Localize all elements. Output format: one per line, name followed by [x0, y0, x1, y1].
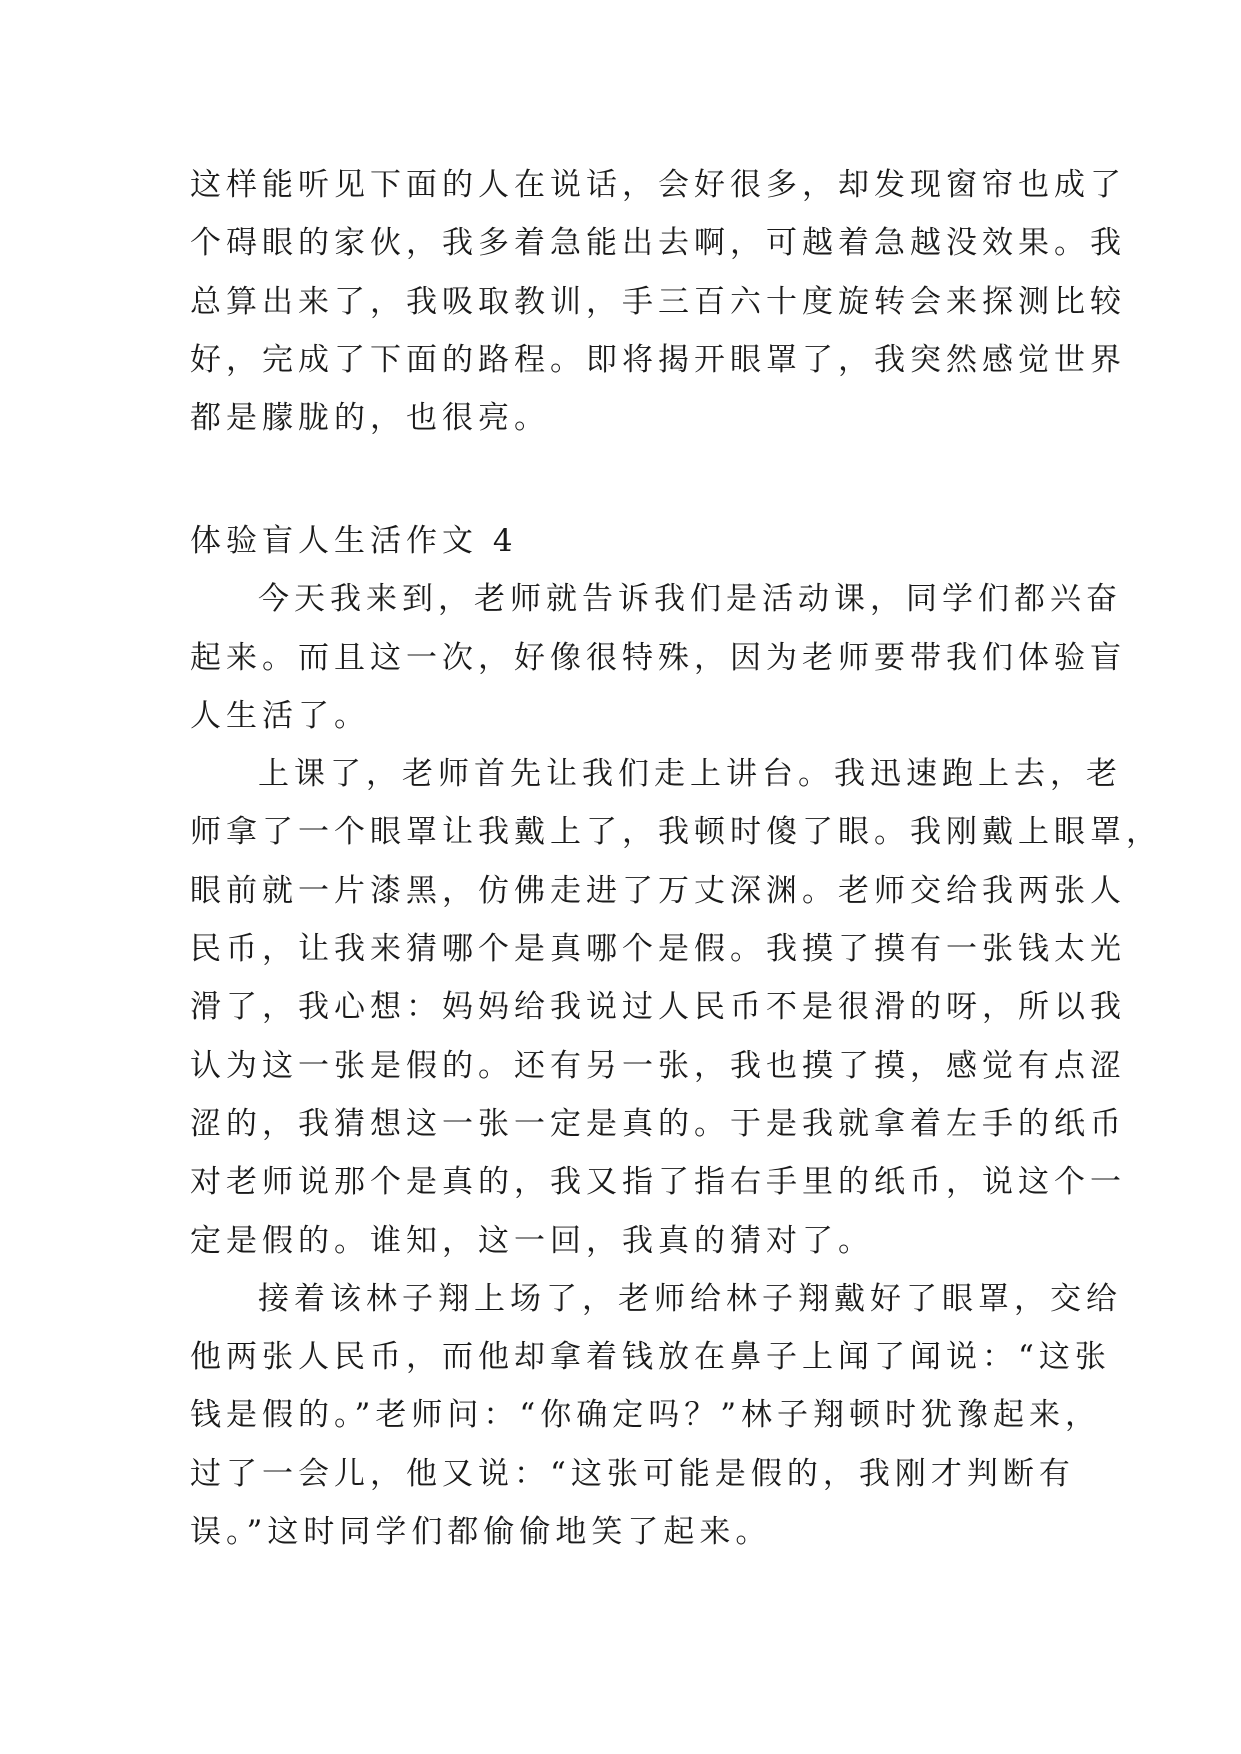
text-line: 接着该林子翔上场了，老师给林子翔戴好了眼罩，交给	[258, 1280, 1122, 1317]
text-line: 今天我来到，老师就告诉我们是活动课，同学们都兴奋	[258, 581, 1122, 618]
text-line: 都是朦胧的，也很亮。	[190, 400, 550, 437]
paragraph-3	[190, 1270, 1122, 1561]
text-line: 这样能听见下面的人在说话，会好很多，却发现窗帘也成了	[190, 167, 1126, 203]
text-line: 师拿了一个眼罩让我戴上了，我顿时傻了眼。我刚戴上眼罩，	[190, 814, 1162, 851]
essay-section	[190, 512, 1162, 1561]
text-line: 滑了，我心想：妈妈给我说过人民币不是很滑的呀，所以我	[190, 989, 1126, 1026]
text-line: 好，完成了下面的路程。即将揭开眼罩了，我突然感觉世界	[190, 341, 1126, 378]
text-line: 总算出来了，我吸取教训，手三百六十度旋转会来探测比较	[190, 283, 1126, 320]
paragraph-2	[190, 745, 1162, 1270]
text-line: 眼前就一片漆黑，仿佛走进了万丈深渊。老师交给我两张人	[190, 872, 1126, 909]
section-title: 体验盲人生活作文 4	[190, 523, 518, 559]
text-line: 人生活了。	[190, 697, 370, 734]
text-line: 定是假的。谁知，这一回，我真的猜对了。	[190, 1222, 874, 1259]
text-line: 误。”这时同学们都偷偷地笑了起来。	[190, 1514, 772, 1551]
text-line: 对老师说那个是真的，我又指了指右手里的纸币，说这个一	[190, 1164, 1126, 1201]
text-line: 民币，让我来猜哪个是真哪个是假。我摸了摸有一张钱太光	[190, 931, 1126, 968]
text-line: 过了一会儿，他又说：“这张可能是假的，我刚才判断有	[190, 1455, 1075, 1492]
text-line: 个碍眼的家伙，我多着急能出去啊，可越着急越没效果。我	[190, 225, 1126, 262]
text-line: 起来。而且这一次，好像很特殊，因为老师要带我们体验盲	[190, 639, 1126, 676]
text-line: 他两张人民币，而他却拿着钱放在鼻子上闻了闻说：“这张	[190, 1339, 1111, 1376]
paragraph-1	[190, 570, 1126, 745]
text-line: 认为这一张是假的。还有另一张，我也摸了摸，感觉有点涩	[190, 1047, 1126, 1084]
text-line: 上课了，老师首先让我们走上讲台。我迅速跑上去，老	[258, 756, 1122, 793]
text-line: 钱是假的。”老师问：“你确定吗？”林子翔顿时犹豫起来，	[190, 1397, 1102, 1434]
continuation-paragraph	[190, 156, 1126, 447]
text-line: 涩的，我猜想这一张一定是真的。于是我就拿着左手的纸币	[190, 1105, 1126, 1142]
